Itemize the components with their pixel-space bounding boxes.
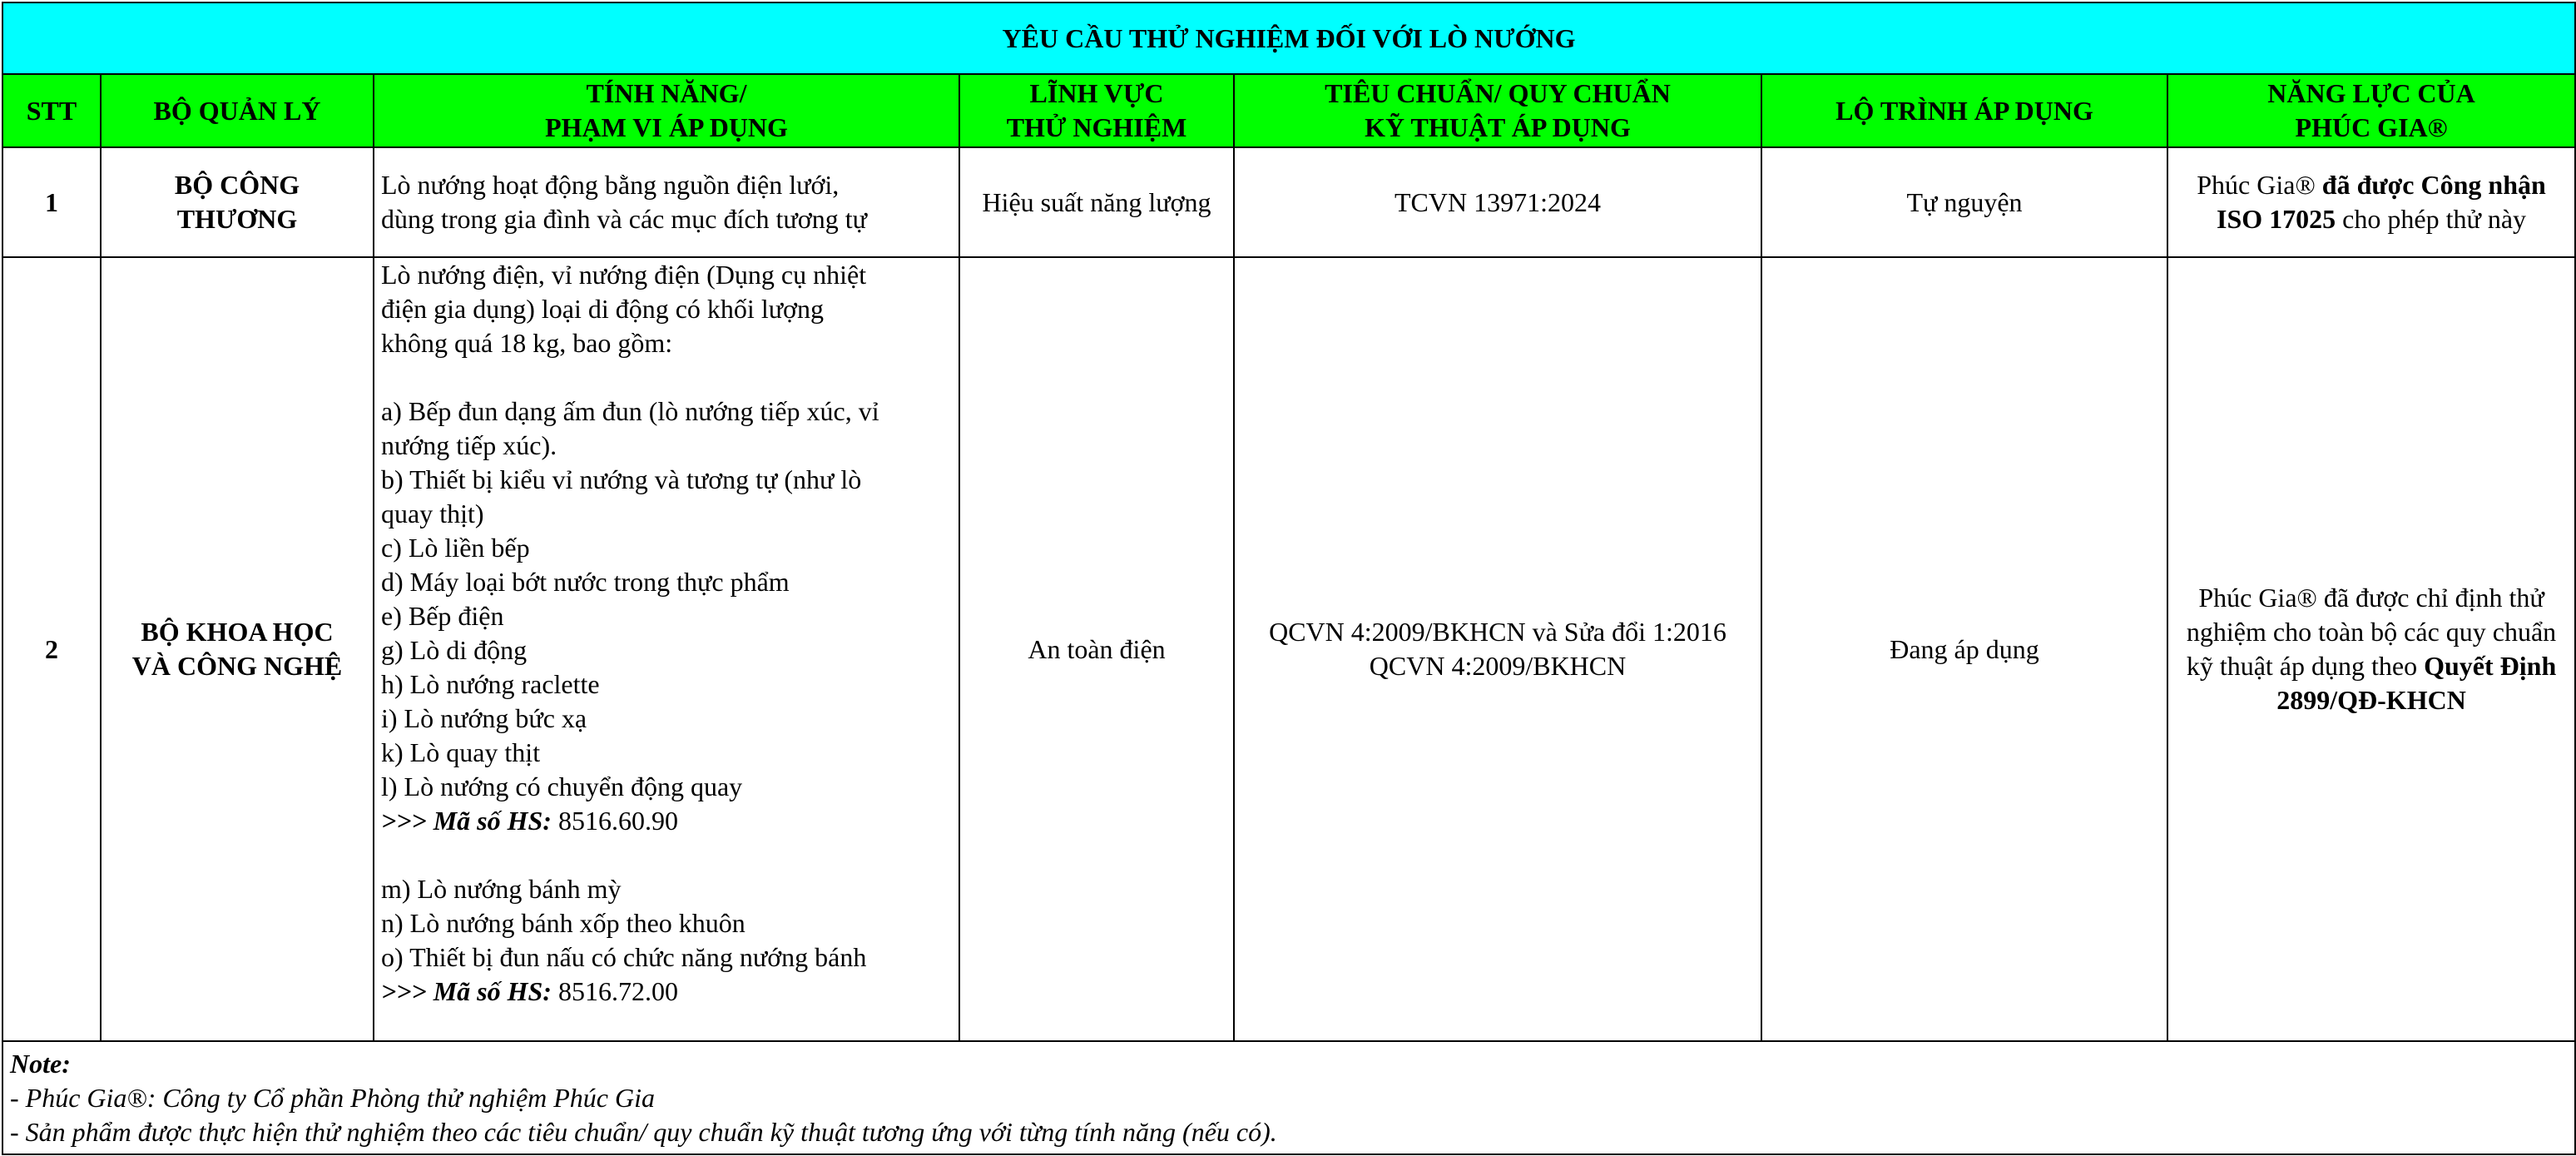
hs-code-label: >>> Mã số HS: bbox=[381, 806, 552, 836]
row2-roadmap: Đang áp dụng bbox=[1761, 257, 2167, 1041]
header-scope-line1: TÍNH NĂNG/ bbox=[586, 78, 747, 108]
row1-roadmap: Tự nguyện bbox=[1761, 147, 2167, 257]
row2-ministry-line1: BỘ KHOA HỌC bbox=[141, 617, 334, 647]
header-row bbox=[2, 74, 2575, 147]
row2-standard-line2: QCVN 4:2009/BKHCN bbox=[1369, 651, 1627, 681]
row1-ministry-line1: BỘ CÔNG bbox=[174, 170, 300, 200]
row2-scope-item: g) Lò di động bbox=[381, 635, 528, 665]
row2-scope-intro-line: không quá 18 kg, bao gồm: bbox=[381, 328, 673, 358]
header-ministry: BỘ QUẢN LÝ bbox=[101, 74, 374, 147]
row2-capacity-line3 bbox=[2175, 649, 2568, 683]
note-line: - Sản phẩm được thực hiện thử nghiệm theo các tiêu chuẩn/ quy chuẩn kỹ thuật tương ứng với từng tính năng (nếu có). bbox=[10, 1116, 1277, 1147]
row2-scope-item: d) Máy loại bớt nước trong thực phẩm bbox=[381, 567, 790, 597]
hs-code-line-a bbox=[381, 804, 952, 838]
row1-scope-line2: dùng trong gia đình và các mục đích tương tự bbox=[381, 204, 867, 234]
row1-field: Hiệu suất năng lượng bbox=[959, 147, 1234, 257]
header-capacity-line1: NĂNG LỰC CỦA bbox=[2267, 78, 2475, 108]
note-row bbox=[2, 1041, 2575, 1154]
row2-ministry bbox=[101, 257, 374, 1041]
row2-stt: 2 bbox=[2, 257, 101, 1041]
table-row bbox=[2, 257, 2575, 1041]
row2-standard-line1: QCVN 4:2009/BKHCN và Sửa đổi 1:2016 bbox=[1269, 617, 1726, 647]
hs-code-line-b bbox=[381, 975, 952, 1009]
row2-scope-item: b) Thiết bị kiểu vỉ nướng và tương tự (như lò bbox=[381, 464, 862, 494]
scope-spacer bbox=[381, 360, 952, 394]
header-standard bbox=[1234, 74, 1761, 147]
row1-scope bbox=[374, 147, 959, 257]
row2-scope-item: l) Lò nướng có chuyển động quay bbox=[381, 771, 743, 801]
row1-ministry-line2: THƯƠNG bbox=[176, 204, 298, 234]
header-stt: STT bbox=[2, 74, 101, 147]
row2-scope-item: c) Lò liền bếp bbox=[381, 533, 530, 563]
row1-stt: 1 bbox=[2, 147, 101, 257]
row2-scope-item: n) Lò nướng bánh xốp theo khuôn bbox=[381, 908, 746, 938]
row1-standard: TCVN 13971:2024 bbox=[1234, 147, 1761, 257]
header-capacity bbox=[2167, 74, 2575, 147]
row1-ministry bbox=[101, 147, 374, 257]
header-standard-line2: KỸ THUẬT ÁP DỤNG bbox=[1365, 112, 1631, 142]
header-field bbox=[959, 74, 1234, 147]
row2-capacity-line1: Phúc Gia® đã được chỉ định thử bbox=[2198, 583, 2544, 613]
note-title: Note: bbox=[10, 1048, 71, 1079]
header-field-line2: THỬ NGHIỆM bbox=[1006, 112, 1187, 142]
row2-ministry-line2: VÀ CÔNG NGHỆ bbox=[131, 651, 343, 681]
row2-scope-item: a) Bếp đun dạng ấm đun (lò nướng tiếp xúc, vỉ bbox=[381, 396, 879, 426]
row2-scope-item: quay thịt) bbox=[381, 499, 484, 528]
hs-code-label: >>> Mã số HS: bbox=[381, 976, 552, 1006]
row2-field: An toàn điện bbox=[959, 257, 1234, 1041]
row2-scope-item: o) Thiết bị đun nấu có chức năng nướng bánh bbox=[381, 942, 867, 972]
row1-capacity bbox=[2167, 147, 2575, 257]
header-field-line1: LĨNH VỰC bbox=[1029, 78, 1164, 108]
row2-capacity bbox=[2167, 257, 2575, 1041]
scope-spacer bbox=[381, 838, 952, 872]
row2-scope-item: e) Bếp điện bbox=[381, 601, 504, 631]
row1-capacity-plain1: Phúc Gia® bbox=[2197, 170, 2322, 200]
row2-standard bbox=[1234, 257, 1761, 1041]
row1-scope-line1: Lò nướng hoạt động bằng nguồn điện lưới, bbox=[381, 170, 840, 200]
row2-capacity-line3-bold: Quyết Định bbox=[2424, 651, 2557, 681]
note-cell bbox=[2, 1041, 2575, 1154]
header-scope bbox=[374, 74, 959, 147]
row2-capacity-line4: 2899/QĐ-KHCN bbox=[2276, 685, 2466, 715]
testing-requirements-table bbox=[2, 2, 2576, 1155]
title-row bbox=[2, 2, 2575, 74]
row2-capacity-line3-plain: kỹ thuật áp dụng theo bbox=[2186, 651, 2425, 681]
row2-capacity-line2: nghiệm cho toàn bộ các quy chuẩn bbox=[2186, 617, 2557, 647]
row1-capacity-bold1: đã được Công nhận bbox=[2321, 170, 2546, 200]
header-roadmap: LỘ TRÌNH ÁP DỤNG bbox=[1761, 74, 2167, 147]
row2-scope-intro-line: điện gia dụng) loại di động có khối lượng bbox=[381, 294, 824, 324]
row2-scope-item: h) Lò nướng raclette bbox=[381, 669, 600, 699]
row2-scope-item: i) Lò nướng bức xạ bbox=[381, 703, 587, 733]
table-title: YÊU CẦU THỬ NGHIỆM ĐỐI VỚI LÒ NƯỚNG bbox=[2, 2, 2575, 74]
hs-code-value-b: 8516.72.00 bbox=[551, 976, 678, 1006]
row1-capacity-plain2: cho phép thử này bbox=[2336, 204, 2527, 234]
hs-code-value-a: 8516.60.90 bbox=[551, 806, 678, 836]
header-scope-line2: PHẠM VI ÁP DỤNG bbox=[545, 112, 788, 142]
row2-scope-item: m) Lò nướng bánh mỳ bbox=[381, 874, 622, 904]
row1-capacity-bold2: ISO 17025 bbox=[2217, 204, 2336, 234]
header-capacity-line2: PHÚC GIA® bbox=[2295, 112, 2448, 142]
row2-scope-intro-line: Lò nướng điện, vỉ nướng điện (Dụng cụ nhiệt bbox=[381, 260, 867, 290]
note-line: - Phúc Gia®: Công ty Cổ phần Phòng thử nghiệm Phúc Gia bbox=[10, 1082, 655, 1113]
header-standard-line1: TIÊU CHUẨN/ QUY CHUẨN bbox=[1325, 78, 1671, 108]
row2-scope bbox=[374, 257, 959, 1041]
row2-scope-item: k) Lò quay thịt bbox=[381, 737, 541, 767]
table-row bbox=[2, 147, 2575, 257]
row1-capacity-line2 bbox=[2175, 202, 2568, 236]
row2-scope-item: nướng tiếp xúc). bbox=[381, 430, 557, 460]
row1-capacity-line1 bbox=[2175, 168, 2568, 202]
